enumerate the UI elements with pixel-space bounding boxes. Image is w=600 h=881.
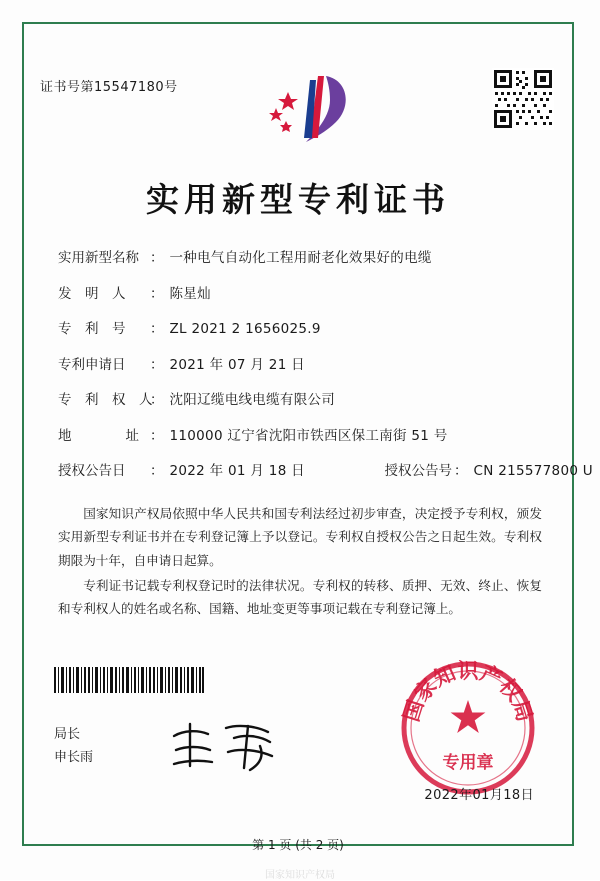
field-label: 实用新型名称 — [58, 252, 150, 266]
certificate-border — [22, 22, 574, 846]
cnipa-logo-icon — [256, 66, 366, 151]
field-label: 地 址 — [58, 430, 150, 444]
field-separator: ： — [150, 252, 170, 266]
svg-text:国家知识产权局: 国家知识产权局 — [400, 660, 536, 724]
signature-block — [54, 724, 93, 770]
qr-code — [492, 68, 554, 130]
barcode — [54, 667, 204, 693]
field-separator: ： — [150, 465, 170, 479]
field-row — [58, 359, 544, 373]
field-row — [58, 430, 544, 444]
signer-role-label: 局长 — [54, 724, 93, 747]
field-value-patent-number: ZL 2021 2 1656025.9 — [170, 323, 545, 337]
field-label-grant-number: 授权公告号 — [385, 465, 455, 479]
field-separator: ： — [150, 394, 170, 408]
field-value-address: 110000 辽宁省沈阳市铁西区保工南街 51 号 — [170, 430, 545, 444]
page-indicator: 第 1 页 (共 2 页) — [24, 836, 572, 853]
field-label: 专利申请日 — [58, 359, 150, 373]
field-separator: ： — [150, 288, 170, 302]
field-row — [58, 288, 544, 302]
svg-text:专用章: 专用章 — [443, 752, 494, 773]
field-row — [58, 394, 544, 408]
field-value-inventor: 陈星灿 — [170, 288, 545, 302]
field-row-dual — [58, 465, 544, 479]
field-separator: ： — [454, 465, 474, 479]
legal-paragraph-2: 专利证书记载专利权登记时的法律状况。专利权的转移、质押、无效、终止、恢复和专利权人的姓名或名称、国籍、地址变更等事项记载在专利登记簿上。 — [58, 574, 542, 621]
field-value-grant-date: 2022 年 01 月 18 日 — [170, 465, 385, 479]
handwritten-signature — [164, 716, 284, 776]
certificate-content — [24, 24, 572, 844]
field-list — [58, 252, 544, 501]
field-label: 专 利 权 人 — [58, 394, 150, 408]
legal-paragraph-1: 国家知识产权局依照中华人民共和国专利法经过初步审查，决定授予专利权，颁发实用新型专利证书并在专利登记簿上予以登记。专利权自授权公告之日起生效。专利权期限为十年，自申请日起算。 — [58, 502, 542, 572]
official-seal — [400, 660, 536, 796]
field-row — [58, 252, 544, 266]
field-value-application-date: 2021 年 07 月 21 日 — [170, 359, 545, 373]
field-separator: ： — [150, 430, 170, 444]
footer-watermark: 国家知识产权局 — [0, 866, 600, 881]
signer-name: 申长雨 — [54, 747, 93, 770]
field-value-patentee: 沈阳辽缆电线电缆有限公司 — [170, 394, 545, 408]
legal-text — [58, 502, 542, 622]
issue-date: 2022年01月18日 — [424, 784, 534, 803]
field-value-grant-number: CN 215577800 U — [474, 465, 600, 479]
field-value-invention-name: 一种电气自动化工程用耐老化效果好的电缆 — [170, 252, 545, 266]
document-title: 实用新型专利证书 — [24, 174, 572, 221]
field-separator: ： — [150, 359, 170, 373]
field-label: 发 明 人 — [58, 288, 150, 302]
field-label-grant-date: 授权公告日 — [58, 465, 150, 479]
certificate-number: 证书号第15547180号 — [40, 76, 178, 95]
field-separator: ： — [150, 323, 170, 337]
field-label: 专 利 号 — [58, 323, 150, 337]
field-row — [58, 323, 544, 337]
